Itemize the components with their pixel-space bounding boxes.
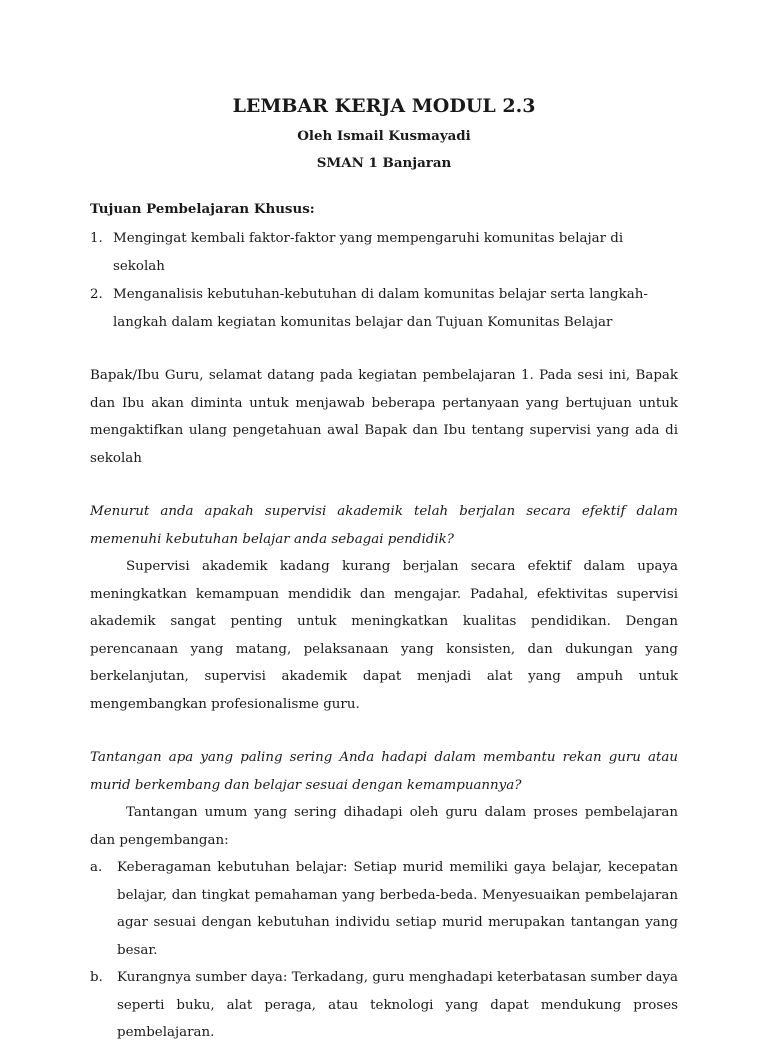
document-title: LEMBAR KERJA MODUL 2.3 [232, 95, 536, 117]
answer-1: Supervisi akademik kadang kurang berjalan secara efektif dalam upaya meningkatkan kemampuan mendidik dan mengajar. Padahal, efektivitas supervisi akademik sangat penting untuk meningkatkan kualitas pendidikan. Dengan perencanaan yang matang, pelaksanaan yang konsisten, dan dukungan yang berkelanjutan, supervisi akademik dapat menjadi alat yang ampuh untuk mengembangkan profesionalisme guru. [90, 559, 678, 712]
challenge-letter: b. [90, 970, 103, 985]
goals-list [90, 225, 678, 337]
document-author: Oleh Ismail Kusmayadi [297, 128, 471, 144]
intro-paragraph: Bapak/Ibu Guru, selamat datang pada kegiatan pembelajaran 1. Pada sesi ini, Bapak dan Ibu akan diminta untuk menjawab beberapa pertanyaan yang bertujuan untuk mengaktifkan ulang pengetahuan awal Bapak dan Ibu tentang supervisi yang ada di sekolah [90, 368, 678, 466]
challenge-text: Kurangnya sumber daya: Terkadang, guru menghadapi keterbatasan sumber daya seperti buku, alat peraga, atau teknologi yang dapat mendukung proses pembelajaran. [117, 970, 678, 1040]
question-2: Tantangan apa yang paling sering Anda hadapi dalam membantu rekan guru atau murid berkembang dan belajar sesuai dengan kemampuannya? [90, 750, 678, 793]
goals-heading: Tujuan Pembelajaran Khusus: [90, 201, 315, 217]
goal-text: Mengingat kembali faktor-faktor yang mempengaruhi komunitas belajar di sekolah [113, 231, 624, 274]
document-header [90, 0, 678, 173]
challenge-list [90, 854, 678, 1047]
goal-number: 1. [90, 231, 103, 246]
challenge-text: Keberagaman kebutuhan belajar: Setiap murid memiliki gaya belajar, kecepatan belajar, dan tingkat pemahaman yang berbeda-beda. Menyesuaikan pembelajaran agar sesuai dengan kebutuhan individu setiap murid merupakan tantangan yang besar. [117, 860, 678, 958]
challenge-letter: a. [90, 860, 103, 875]
answer-2: Tantangan umum yang sering dihadapi oleh guru dalam proses pembelajaran dan pengembangan: [90, 805, 678, 848]
challenge-item [90, 964, 678, 1047]
goal-item [90, 225, 678, 281]
goal-number: 2. [90, 287, 103, 302]
challenge-item [90, 854, 678, 964]
goal-item [90, 281, 678, 337]
goal-text: Menganalisis kebutuhan-kebutuhan di dalam komunitas belajar serta langkah-langkah dalam kegiatan komunitas belajar dan Tujuan Komunitas Belajar [113, 287, 648, 330]
question-1: Menurut anda apakah supervisi akademik telah berjalan secara efektif dalam memenuhi kebutuhan belajar anda sebagai pendidik? [90, 504, 678, 547]
document-school: SMAN 1 Banjaran [316, 155, 452, 171]
